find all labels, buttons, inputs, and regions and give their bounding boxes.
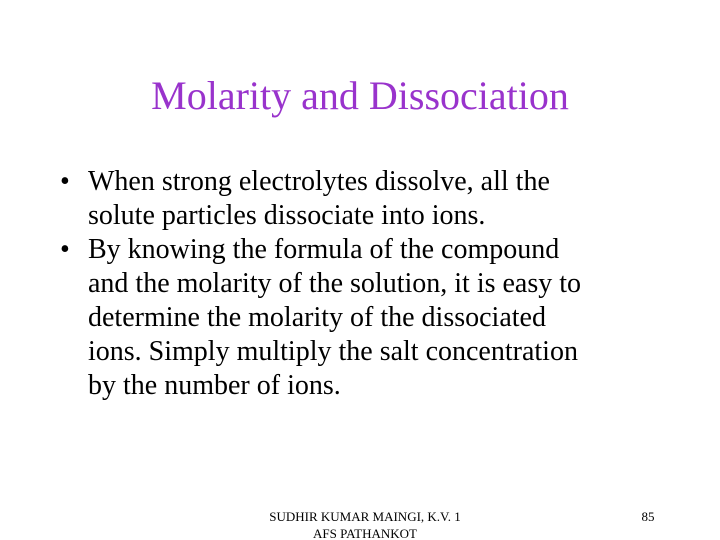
bullet-icon: • — [60, 234, 70, 265]
bullet-item-1 — [56, 165, 666, 233]
bullet-item-2 — [56, 233, 666, 403]
bullet-2-line-3: determine the molarity of the dissociated — [88, 302, 546, 333]
footer-author — [230, 508, 500, 540]
bullet-2-line-1: By knowing the formula of the compound — [88, 234, 560, 265]
footer-line-2: AFS PATHANKOT — [313, 526, 417, 540]
bullet-icon: • — [60, 166, 70, 197]
bullet-2-line-4: ions. Simply multiply the salt concentration — [88, 336, 578, 367]
bullet-list — [56, 165, 666, 403]
footer-line-1: SUDHIR KUMAR MAINGI, K.V. 1 — [269, 509, 461, 524]
bullet-2-line-5: by the number of ions. — [88, 370, 341, 401]
bullet-1-line-1: When strong electrolytes dissolve, all the — [88, 166, 550, 197]
bullet-2-line-2: and the molarity of the solution, it is easy to — [88, 268, 582, 299]
bullet-1-line-2: solute particles dissociate into ions. — [88, 200, 486, 231]
slide-title: Molarity and Dissociation — [151, 73, 569, 118]
page-number: 85 — [641, 509, 655, 524]
